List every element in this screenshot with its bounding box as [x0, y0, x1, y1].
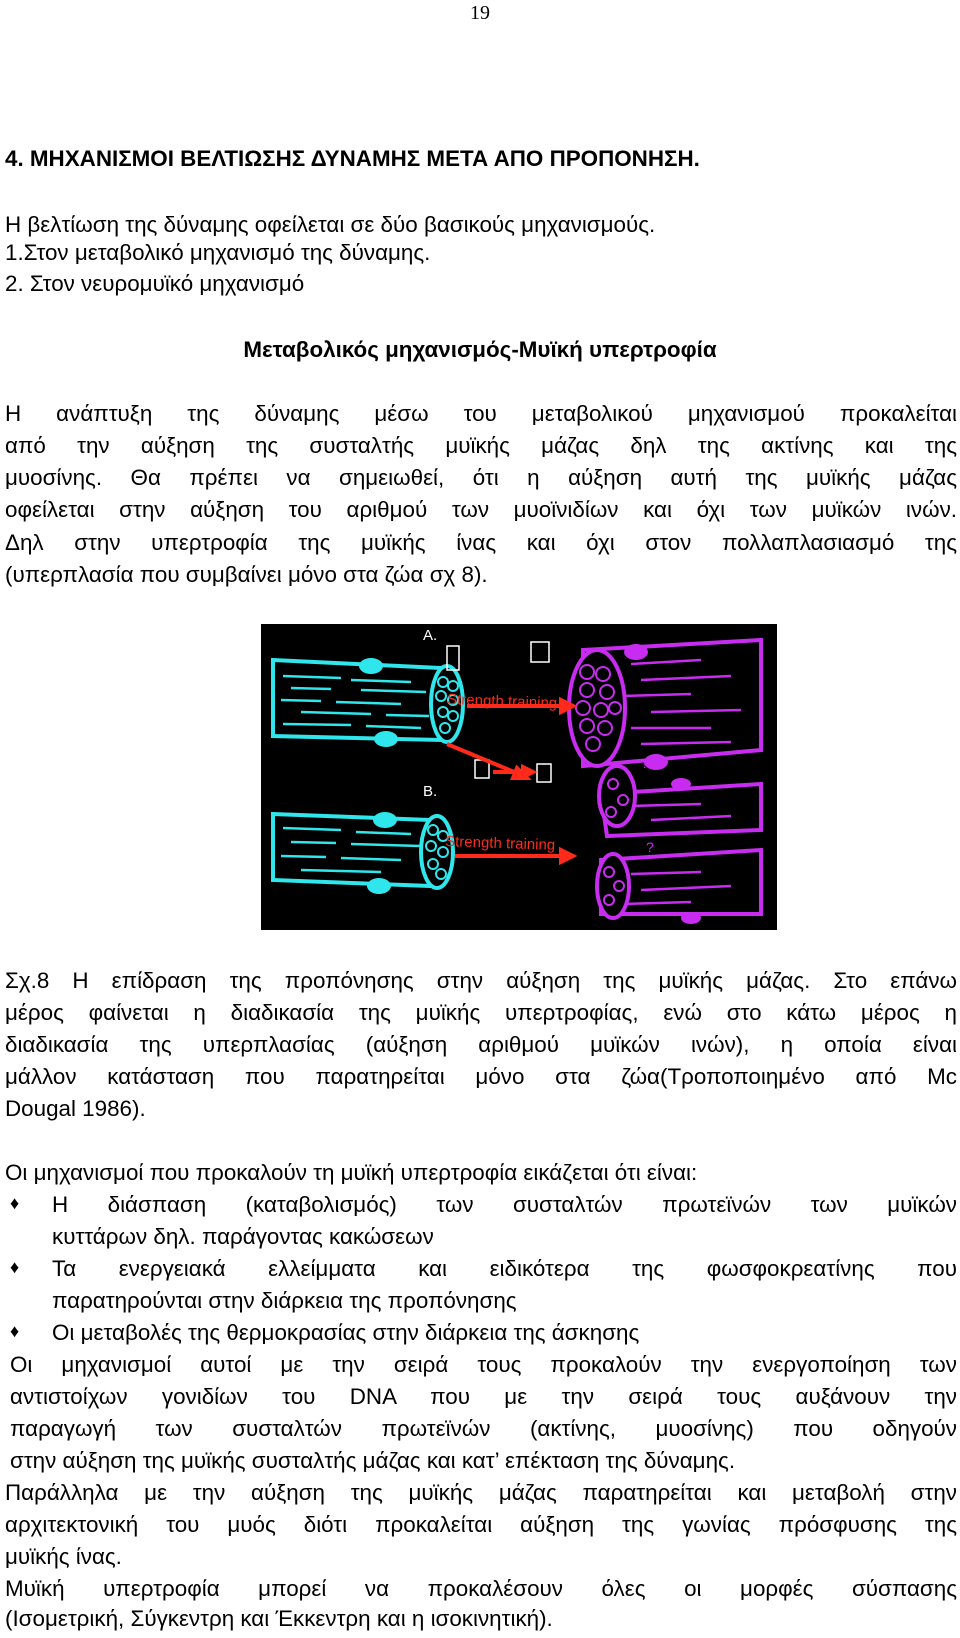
- paragraph3-line: μυϊκής ίνας.: [5, 1544, 122, 1569]
- arrow-label-a: Strength training: [446, 691, 558, 712]
- question-mark-2: ?: [646, 839, 654, 855]
- caption-line: διαδικασία της υπερπλασίας (αύξηση αριθμού μυϊκών ινών), η οποία είναι: [5, 1032, 957, 1057]
- paragraph3-line: Παράλληλα με την αύξηση της μυϊκής μάζας παρατηρείται και μεταβολή στην: [5, 1480, 957, 1505]
- section-heading: 4. ΜΗΧΑΝΙΣΜΟΙ ΒΕΛΤΙΩΣΗΣ ΔΥΝΑΜΗΣ ΜΕΤΑ ΑΠΟ ΠΡΟΠΟΝΗΣΗ.: [5, 146, 700, 171]
- intro-line-1: Η βελτίωση της δύναμης οφείλεται σε δύο βασικούς μηχανισμούς.: [5, 212, 656, 237]
- panel-label-a: A.: [423, 627, 438, 644]
- figure-hypertrophy-hyperplasia: [261, 624, 777, 930]
- bullet-1-line: Η διάσπαση (καταβολισμός) των συσταλτών πρωτεϊνών των μυϊκών: [52, 1192, 957, 1217]
- paragraph1-line: οφείλεται στην αύξηση του αριθμού των μυοϊνιδίων και όχι των μυϊκών ινών.: [5, 497, 957, 522]
- caption-line: μέρος φαίνεται η διαδικασία της μυϊκής υπερτροφίας, ενώ στο κάτω μέρος η: [5, 1000, 957, 1025]
- page-number: 19: [470, 2, 490, 24]
- paragraph2-line: αντιστοίχων γονιδίων του DNA που με την σειρά τους αυξάνουν την: [10, 1384, 957, 1409]
- bullet-2-line: παρατηρούνται στην διάρκεια της προπόνησης: [52, 1288, 517, 1313]
- arrow-label-b: Strength training: [444, 833, 556, 854]
- fiber-a-after: [569, 640, 761, 770]
- bullet-icon: ♦: [10, 1257, 20, 1277]
- paragraph2-line: στην αύξηση της μυϊκής συσταλτής μάζας και κατ’ επέκταση της δύναμης.: [10, 1448, 736, 1473]
- question-mark-1: ?: [641, 755, 649, 771]
- paragraph1-line: Δηλ στην υπερτροφία της μυϊκής ίνας και όχι στον πολλαπλασιασμό της: [5, 530, 957, 555]
- bullet-icon: ♦: [10, 1193, 20, 1213]
- fiber-b-before: [273, 812, 453, 894]
- panel-label-b: B.: [423, 783, 438, 800]
- intro-line-2: 1.Στον μεταβολικό μηχανισμό της δύναμης.: [5, 240, 431, 265]
- paragraph1-line: μυοσίνης. Θα πρέπει να σημειωθεί, ότι η αύξηση αυτή της μυϊκής μάζας: [5, 465, 957, 490]
- paragraph4-line: (Ισομετρική, Σύγκεντρη και Έκκεντρη και η ισοκινητική).: [5, 1606, 553, 1631]
- bullet-icon: ♦: [10, 1321, 20, 1341]
- fiber-a-before: [273, 658, 463, 747]
- caption-line: Σχ.8 Η επίδραση της προπόνησης στην αύξηση της μυϊκής μάζας. Στο επάνω: [5, 968, 957, 993]
- paragraph2-line: παραγωγή των συσταλτών πρωτεϊνών (ακτίνης, μυοσίνης) που οδηγούν: [10, 1416, 957, 1441]
- paragraph1-line: (υπερπλασία που συμβαίνει μόνο στα ζώα σχ 8).: [5, 562, 488, 587]
- paragraph1-line: από την αύξηση της συσταλτής μυϊκής μάζας δηλ της ακτίνης και της: [5, 433, 957, 458]
- paragraph3-line: αρχιτεκτονική του μυός διότι προκαλείται αύξηση της γωνίας πρόσφυσης της: [5, 1512, 957, 1537]
- mechanisms-intro: Οι μηχανισμοί που προκαλούν τη μυϊκή υπερτροφία εικάζεται ότι είναι:: [5, 1160, 698, 1185]
- intro-line-3: 2. Στον νευρομυϊκό μηχανισμό: [5, 271, 305, 296]
- paragraph2-line: Οι μηχανισμοί αυτοί με την σειρά τους προκαλούν την ενεργοποίηση των: [10, 1352, 957, 1377]
- bullet-2-line: Τα ενεργειακά ελλείμματα και ειδικότερα της φωσφοκρεατίνης που: [52, 1256, 957, 1281]
- caption-line: Dougal 1986).: [5, 1096, 146, 1121]
- paragraph1-line: Η ανάπτυξη της δύναμης μέσω του μεταβολικού μηχανισμού προκαλείται: [5, 401, 957, 426]
- figure-illustration: [261, 624, 777, 930]
- bullet-3-line: Οι μεταβολές της θερμοκρασίας στην διάρκεια της άσκησης: [52, 1320, 640, 1345]
- subheading: Μεταβολικός μηχανισμός-Μυϊκή υπερτροφία: [243, 337, 717, 362]
- caption-line: μάλλον κατάσταση που παρατηρείται μόνο στα ζώα(Τροποποιημένο από Mc: [5, 1064, 957, 1089]
- fiber-b-after: [597, 755, 761, 924]
- paragraph4-line: Μυϊκή υπερτροφία μπορεί να προκαλέσουν όλες οι μορφές σύσπασης: [5, 1576, 957, 1601]
- bullet-1-line: κυττάρων δηλ. παράγοντας κακώσεων: [52, 1224, 434, 1249]
